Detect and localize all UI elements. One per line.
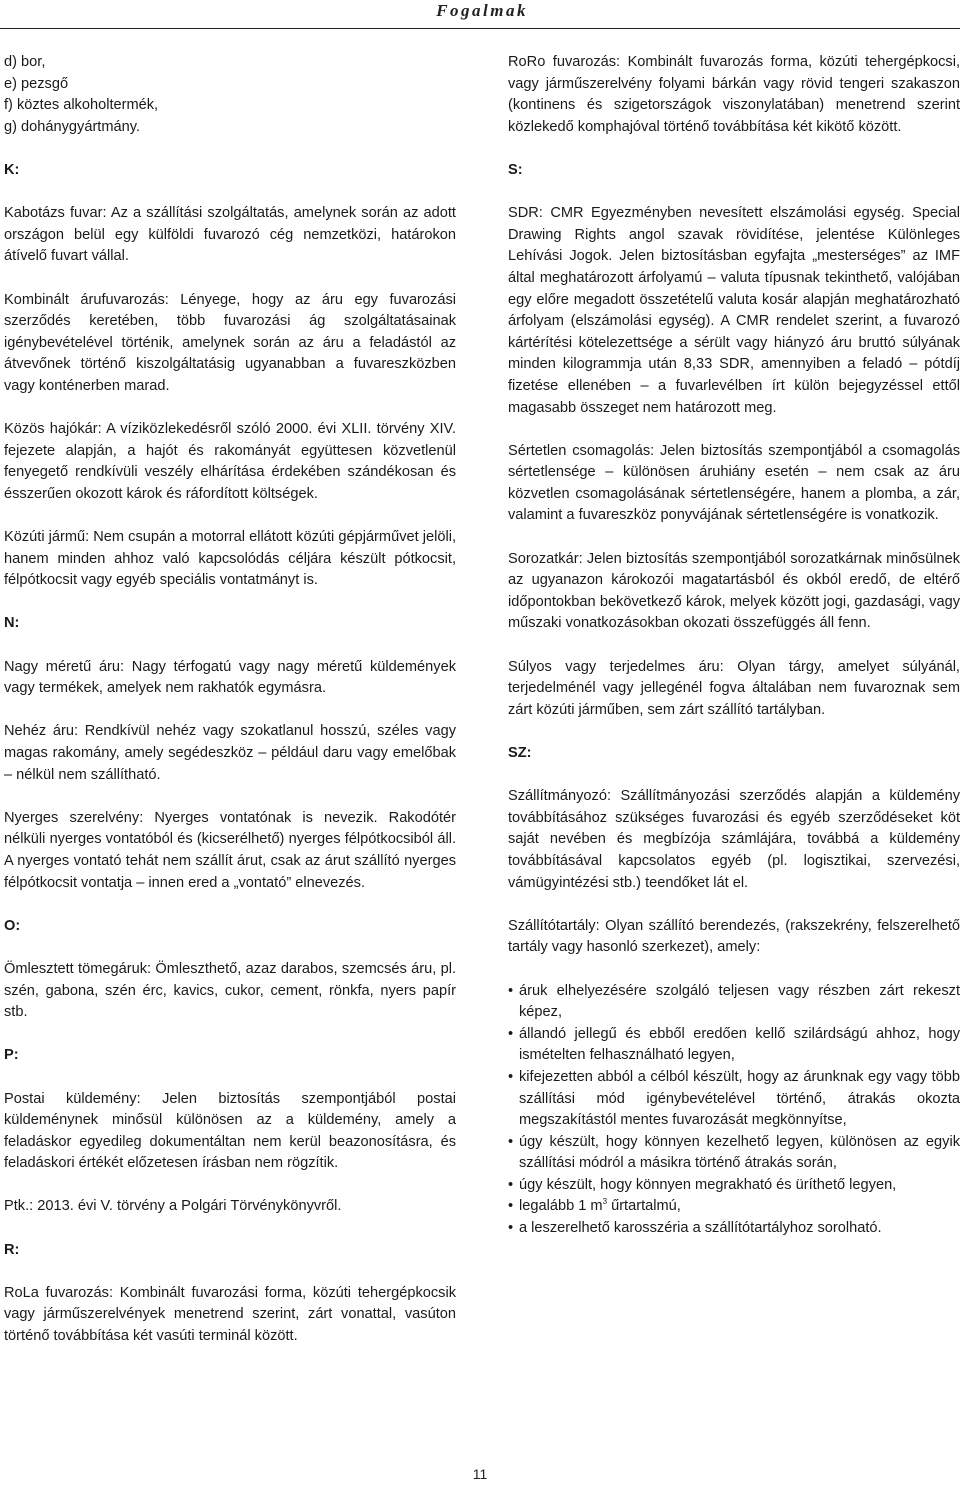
definition-roro: RoRo fuvarozás: Kombinált fuvarozás forma, közúti tehergépkocsi, vagy járműszerelvény folyami bárkán vagy rövid tengeri szakaszon (kontinens és szigetországok viszonylatában) menetrend szerint közlekedő komphajóval történő továbbítása két kikötő között. [508,54,960,135]
definition-szallitotartaly: Szállítótartály: Olyan szállító berendezés, (rakszekrény, felszerelhető tartály vagy hasonló szerkezet), amely: [508,917,960,956]
definition-ptk: Ptk.: 2013. évi V. törvény a Polgári Törvénykönyvről. [4,1198,342,1215]
list-item: f) köztes alkoholtermék, [4,97,159,114]
list-item: • úgy készült, hogy könnyen megrakható és üríthető legyen, [508,1175,960,1197]
right-column [508,52,960,1240]
container-criteria-list [508,981,960,1240]
list-item: • kifejezetten abból a célból készült, hogy az árunknak egy vagy több szállítási mód igénybevételével történő, átrakás okozta megszakítástól mentes fuvarozását megkönnyítse, [508,1067,960,1132]
definition-sulyos-aru: Súlyos vagy terjedelmes áru: Olyan tárgy, amelyet súlyánál, terjedelménél vagy jellegénél fogva általában nem fuvaroznak sem zárt közúti járműben, sem zárt szállító tartályban. [508,658,960,718]
definition-kombinalt: Kombinált árufuvarozás: Lényege, hogy az áru egy fuvarozási szerződés keretében, több fuvarozási ág szolgáltatásainak igénybevételével történik, amelynek során az áru a feladástól az átvevőnek történő kiszolgáltatásig ugyanabban a fuvareszközben vagy konténerben marad. [4,291,456,394]
excise-goods-list [4,52,456,138]
definition-postai-kuldemeny: Postai küldemény: Jelen biztosítás szempontjából postai küldeménynek minősül különösen az a küldemény, amely a feladáskor egyedileg dokumentáltan nem kerül beazonosításra, és feladáskori értékét előzetesen írásban nem rögzítik. [4,1090,456,1172]
volume-prefix: legalább 1 m [519,1198,603,1215]
header-title: Fogalmak [436,1,528,20]
definition-rola: RoLa fuvarozás: Kombinált fuvarozási forma, közúti tehergépkocsik vagy járműszerelvények menetrend szerint, zárt vonattal, vasúton történő továbbítása két vasúti terminál között. [4,1284,456,1345]
definition-sertetlen-csomagolas: Sértetlen csomagolás: Jelen biztosítás szempontjából a csomagolás sértetlensége – különösen áruhiány esetén – nem csak az áru közvetlen csomagolásának sértetlenségére, hanem a plomba, a zár, valamint a fuvareszköz ponyvájának sértetlenségére is vonatkozik. [508,442,960,524]
page-header [0,0,960,29]
definition-kozos-hajokar: Közös hajókár: A víziközlekedésről szóló 2000. évi XLII. törvény XIV. fejezete alapján, a hajót és rakományát együttesen közvetlenül fenyegető rendkívüli veszély elhárítása érdekében szándékosan és ésszerűen okozott károk és ráfordított költségek. [4,421,456,502]
definition-nyerges-szerelveny: Nyerges szerelvény: Nyerges vontatónak is nevezik. Rakodótér nélküli nyerges vontatóból és (kicserélhető) nyerges félpótkocsiból áll. A nyerges vontató tehát nem szállít árut, csak az árut szállító nyerges félpótkocsit vontatja – innen ered a „vontató” elnevezés. [4,809,456,891]
definition-szallitmanyozo: Szállítmányozó: Szállítmányozási szerződés alapján a küldemény továbbításához szükséges fuvarozási és egyéb szerződéseket köt saját nevében és megbízója számlájára, továbbá a küldemény továbbításával kapcsolatos egyéb (pl. logisztikai, szervezési, vámügyintézési stb.) teendőket lát el. [508,788,960,891]
section-letter-sz: SZ: [508,745,532,761]
definition-sdr: SDR: CMR Egyezményben nevesített elszámolási egység. Special Drawing Rights angol szavak rövidítése, jelentése Különleges Lehívási Jogok. Jelen biztosításban egyfajta „mesterséges” az IMF által meghatározott árfolyamú – valuta típusnak tekinthető, valójában egy előre megadott összetételű valuta kosár alapján meghatározható árfolyam (elszámolási egység). A CMR rendelet szerint, a fuvarozó kártérítési kötelezettsége a sérült vagy hiányzó áru bruttó súlyának minden kilogrammja után 8,33 SDR, amennyiben a feladó – pótdíj fizetése ellenében – a fuvarlevélben írt külön bejegyzéssel ettől magasabb összeget nem határozott meg. [508,205,960,416]
definition-kozuti-jarmu: Közúti jármű: Nem csupán a motorral ellátott közúti gépjárművet jelöli, hanem minden ahhoz való kapcsolódás céljára készült pótkocsit, félpótkocsit vagy egyéb speciális vontatmányt is. [4,529,456,589]
list-item-volume [508,1196,960,1218]
definition-nagy-meretu-aru: Nagy méretű áru: Nagy térfogatú vagy nagy méretű küldemények vagy termékek, amelyek nem rakhatók egymásra. [4,658,456,697]
section-letter-s: S: [508,161,523,178]
volume-suffix: űrtartalmú, [607,1198,681,1215]
page-number: 11 [472,1466,488,1482]
section-letter-k: K: [4,161,20,178]
definition-sorozatkar: Sorozatkár: Jelen biztosítás szempontjából sorozatkárnak minősülnek az ugyanazon károkozói magatartásból és okból eredő, de eltérő időpontokban bekövetkező károk, melyek között jogi, gazdasági, vagy műszaki vonatkozásokban okozati összefüggés áll fenn. [508,550,960,632]
list-item: • a leszerelhető karosszéria a szállítótartályhoz sorolható. [508,1218,960,1240]
left-column [4,52,456,1348]
section-letter-o: O: [4,917,21,934]
list-item: • áruk elhelyezésére szolgáló teljesen vagy részben zárt rekeszt képez, [508,981,960,1024]
cubic-superscript: 3 [602,1197,608,1207]
definition-kabotazs: Kabotázs fuvar: Az a szállítási szolgáltatás, amelynek során az adott országon belül egy külföldi fuvarozó cég nemzetközi, határokon átívelő fuvart vállal. [4,205,456,265]
section-letter-p: P: [4,1047,19,1064]
list-item: e) pezsgő [4,75,69,92]
list-item: g) dohánygyártmány. [4,118,141,135]
section-letter-r: R: [4,1241,20,1258]
section-letter-n: N: [4,615,20,632]
list-item: d) bor, [4,54,46,70]
list-item: • úgy készült, hogy könnyen kezelhető legyen, különösen az egyik szállítási módról a másikra történő átrakás során, [508,1132,960,1175]
definition-nehez-aru: Nehéz áru: Rendkívül nehéz vagy szokatlanul hosszú, széles vagy magas rakomány, amely segédeszköz – például daru vagy emelőbak – nélkül nem szállítható. [4,723,456,783]
list-item: • állandó jellegű és ebből eredően kellő szilárdságú ahhoz, hogy ismételten felhasználható legyen, [508,1024,960,1067]
definition-omlesztett: Ömlesztett tömegáruk: Ömleszthető, azaz darabos, szemcsés áru, pl. szén, gabona, szén érc, kavics, cukor, cement, rönkfa, nyers papír stb. [4,960,456,1021]
